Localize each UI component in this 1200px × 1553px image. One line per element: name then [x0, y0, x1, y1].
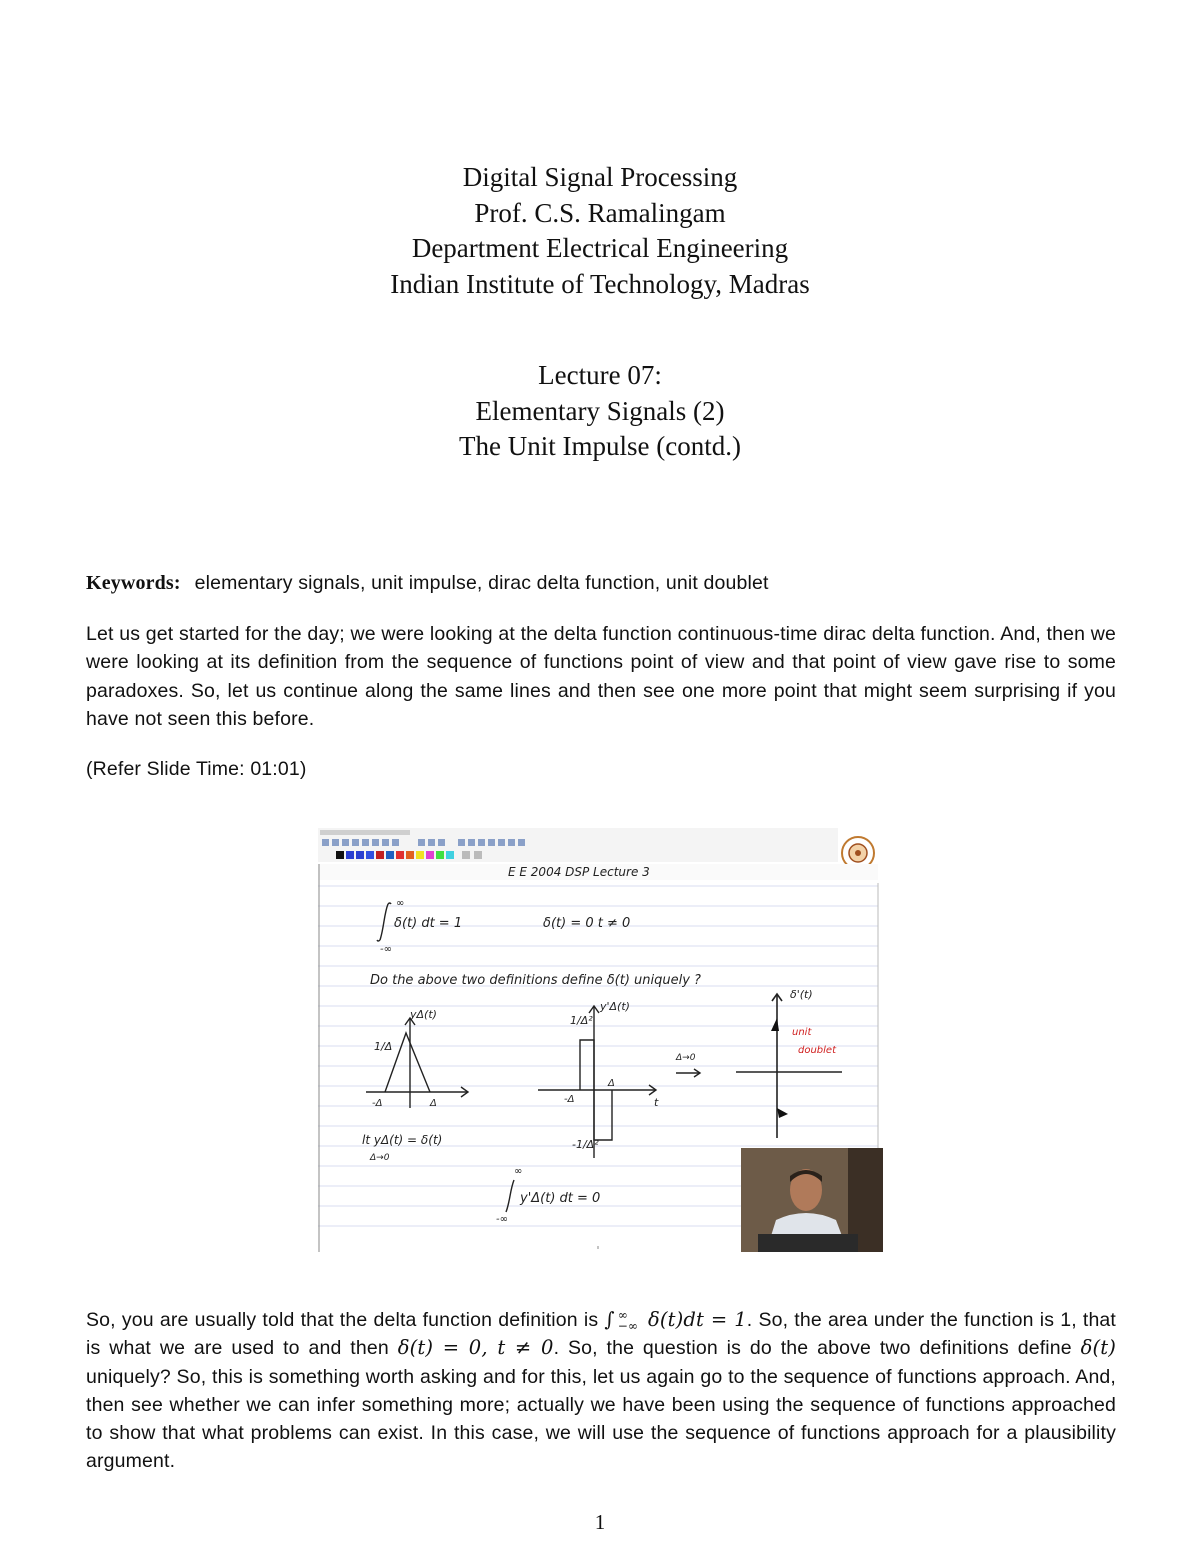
slide-toolbar — [318, 828, 838, 862]
label-delta-prime: δ'(t) — [790, 988, 813, 1001]
slide-minus-inf-1: -∞ — [380, 944, 392, 955]
label-unit: unit — [792, 1027, 812, 1038]
lecture-heading — [0, 358, 1200, 465]
page-number: 1 — [594, 1510, 606, 1534]
tick-minus-delta-1: -Δ — [372, 1098, 383, 1109]
label-integral-zero: y'Δ(t) dt = 0 — [520, 1191, 601, 1206]
document-header — [0, 160, 1200, 302]
keywords-text: elementary signals, unit impulse, dirac delta function, unit doublet — [194, 572, 769, 594]
lecture-subtopic: The Unit Impulse (contd.) — [459, 431, 741, 461]
refer-slide-time: (Refer Slide Time: 01:01) — [86, 758, 307, 780]
integral-lower-limit: −∞ — [617, 1318, 639, 1333]
para2-sentence-3: . So, the question is do the above two definitions define — [553, 1337, 1081, 1360]
department-name: Department Electrical Engineering — [411, 233, 789, 263]
tick-t: t — [654, 1096, 659, 1109]
integral-limits — [617, 1307, 639, 1333]
integral-sign: ∫ — [604, 1308, 615, 1331]
keywords-line — [86, 569, 1116, 597]
label-limit: lt yΔ(t) = δ(t) — [362, 1133, 443, 1147]
slide-question: Do the above two definitions define δ(t) uniquely ? — [370, 973, 701, 988]
para2-sentence-2: . So, the area under the function is 1, that is what we are used to and then — [86, 1309, 1116, 1360]
slide-eq-zero: δ(t) = 0 t ≠ 0 — [543, 916, 631, 931]
slide-inf-1: ∞ — [396, 898, 405, 909]
tick-delta-1: Δ — [430, 1098, 437, 1109]
tick-minus-delta-2: -Δ — [564, 1094, 575, 1105]
keywords-label: Keywords: — [86, 572, 181, 594]
professor-name: Prof. C.S. Ramalingam — [474, 197, 726, 228]
slide-eq-integral: δ(t) dt = 1 — [394, 916, 463, 931]
tick-one-over-delta: 1/Δ — [374, 1040, 393, 1053]
tick-delta-2: Δ — [608, 1078, 615, 1089]
paragraph-intro: Let us get started for the day; we were looking at the delta function continuous-time dirac delta function. And, then we were looking at its definition from the sequence of functions point of view and that point of view gave rise to some paradoxes. So, let us continue along the same lines and then see one more point that might seem surprising if you have not seen this before. — [86, 623, 1116, 730]
lecture-number: Lecture 07: — [538, 360, 662, 390]
slide-minus-inf-2: -∞ — [496, 1214, 508, 1225]
delta-t-expression: δ(t) — [1080, 1336, 1117, 1360]
tick-one-over-delta-sq: 1/Δ² — [570, 1014, 593, 1027]
integral-upper-limit: ∞ — [617, 1307, 628, 1322]
label-doublet: doublet — [798, 1045, 837, 1056]
tick-minus-one-over-delta-sq: -1/Δ² — [572, 1138, 599, 1151]
delta-zero-expression: δ(t) = 0, t ≠ 0 — [397, 1336, 554, 1360]
label-y-delta: yΔ(t) — [410, 1008, 437, 1021]
label-limit-sub: Δ→0 — [370, 1153, 390, 1163]
lecture-slide-image — [318, 828, 883, 1252]
course-title: Digital Signal Processing — [462, 162, 738, 192]
presenter-video — [741, 1148, 883, 1252]
slide-inf-2: ∞ — [514, 1166, 523, 1177]
para2-sentence-1: So, you are usually told that the delta function definition is — [86, 1309, 605, 1331]
para2-sentence-4: uniquely? So, this is something worth asking and for this, let us again go to the sequence of functions approach. And, then see whether we can infer something more; actually we have been using the sequence of functions approached to show that what problems can exist. In this case, we will use the sequence of functions approach for a plausibility argument. — [86, 1365, 1116, 1473]
paragraph-main — [86, 1306, 1116, 1476]
institute-name: Indian Institute of Technology, Madras — [390, 268, 810, 299]
lecture-topic: Elementary Signals (2) — [475, 395, 725, 426]
slide-title: E E 2004 DSP Lecture 3 — [508, 865, 650, 879]
label-limit-arrow: Δ→0 — [676, 1053, 696, 1063]
label-yprime-delta: y'Δ(t) — [600, 1000, 630, 1013]
integral-expression: δ(t)dt = 1 — [641, 1308, 747, 1331]
